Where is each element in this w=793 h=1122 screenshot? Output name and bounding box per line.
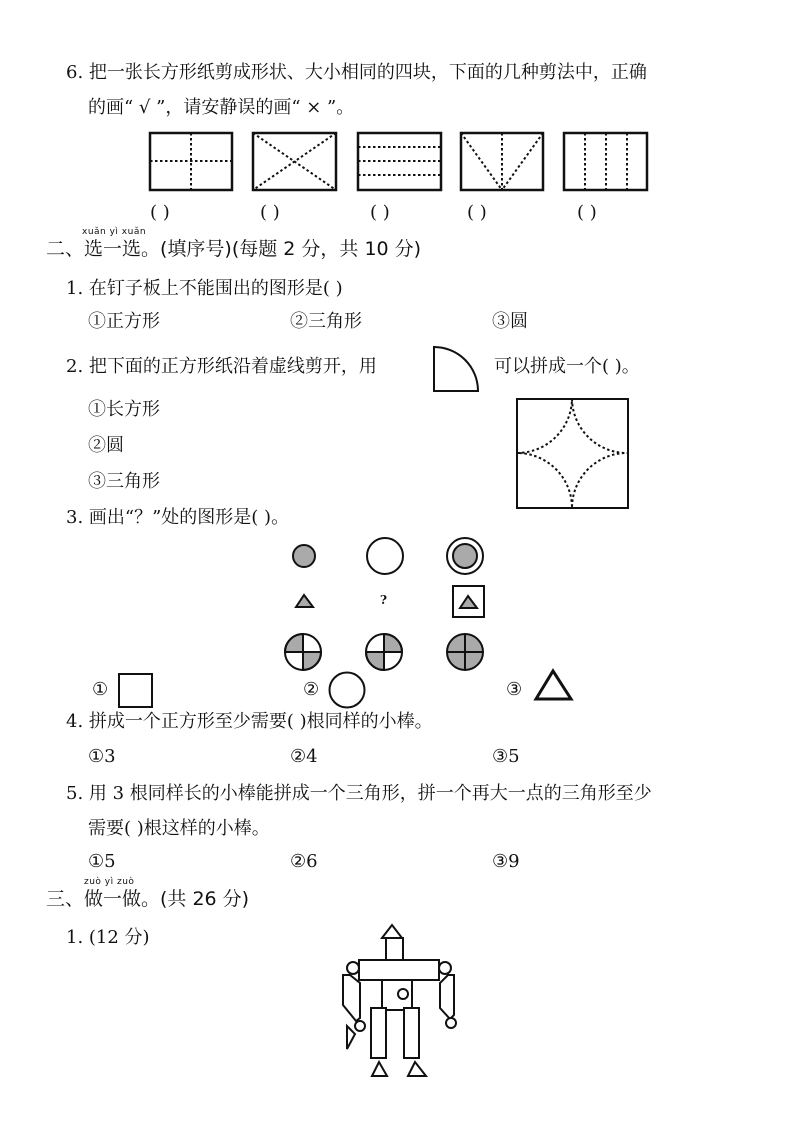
answer-blank[interactable]: ( ) bbox=[577, 202, 597, 223]
q4-text: 4. 拼成一个正方形至少需要( )根同样的小棒。 bbox=[66, 711, 433, 732]
q2-text-after: 可以拼成一个( )。 bbox=[494, 356, 640, 377]
answer-blank[interactable]: ( ) bbox=[150, 202, 170, 223]
q1-text: 1. 在钉子板上不能围出的图形是( ) bbox=[66, 278, 343, 299]
q5-option: ③9 bbox=[492, 851, 520, 872]
q4-option: ②4 bbox=[290, 746, 318, 767]
q2-option: ①长方形 bbox=[88, 399, 160, 420]
q5-option: ②6 bbox=[290, 851, 318, 872]
q5-line1: 5. 用 3 根同样长的小棒能拼成一个三角形，拼一个再大一点的三角形至少 bbox=[66, 783, 652, 804]
section3-title: 三、做一做。(共 26 分) bbox=[46, 888, 250, 910]
square-option-icon bbox=[118, 673, 154, 709]
answer-blank[interactable]: ( ) bbox=[370, 202, 390, 223]
q1-option: ①正方形 bbox=[88, 311, 160, 332]
section2-title: 二、选一选。(填序号)(每题 2 分，共 10 分) bbox=[46, 238, 422, 260]
q4-option: ③5 bbox=[492, 746, 520, 767]
triangle-option-icon bbox=[534, 668, 574, 702]
q1-option: ②三角形 bbox=[290, 311, 362, 332]
q5-line2: 需要( )根这样的小棒。 bbox=[88, 818, 270, 839]
answer-blank[interactable]: ( ) bbox=[467, 202, 487, 223]
q3-option-3: ③ bbox=[506, 679, 523, 700]
q1-option: ③圆 bbox=[492, 311, 528, 332]
section3-pinyin: zuò yì zuò bbox=[84, 877, 135, 887]
q3-option-1: ① bbox=[92, 679, 109, 700]
robot-figure bbox=[330, 920, 460, 1100]
q2-option: ②圆 bbox=[88, 435, 124, 456]
question-mark: ? bbox=[380, 593, 388, 607]
answer-blank[interactable]: ( ) bbox=[260, 202, 280, 223]
s3-q1-text: 1. (12 分) bbox=[66, 927, 150, 948]
q5-option: ①5 bbox=[88, 851, 116, 872]
q3-option-2: ② bbox=[303, 679, 320, 700]
q2-text: 2. 把下面的正方形纸沿着虚线剪开，用 bbox=[66, 356, 377, 377]
q6-line1: 6. 把一张长方形纸剪成形状、大小相同的四块，下面的几种剪法中，正确 bbox=[66, 62, 647, 83]
q2-option: ③三角形 bbox=[88, 471, 160, 492]
q4-option: ①3 bbox=[88, 746, 116, 767]
section2-pinyin: xuǎn yì xuǎn bbox=[82, 227, 147, 237]
q6-line2: 的画“ √ ”，请安静误的画“ × ”。 bbox=[88, 97, 355, 118]
q3-text: 3. 画出“？”处的图形是( )。 bbox=[66, 507, 290, 528]
circle-option-icon bbox=[328, 671, 366, 709]
